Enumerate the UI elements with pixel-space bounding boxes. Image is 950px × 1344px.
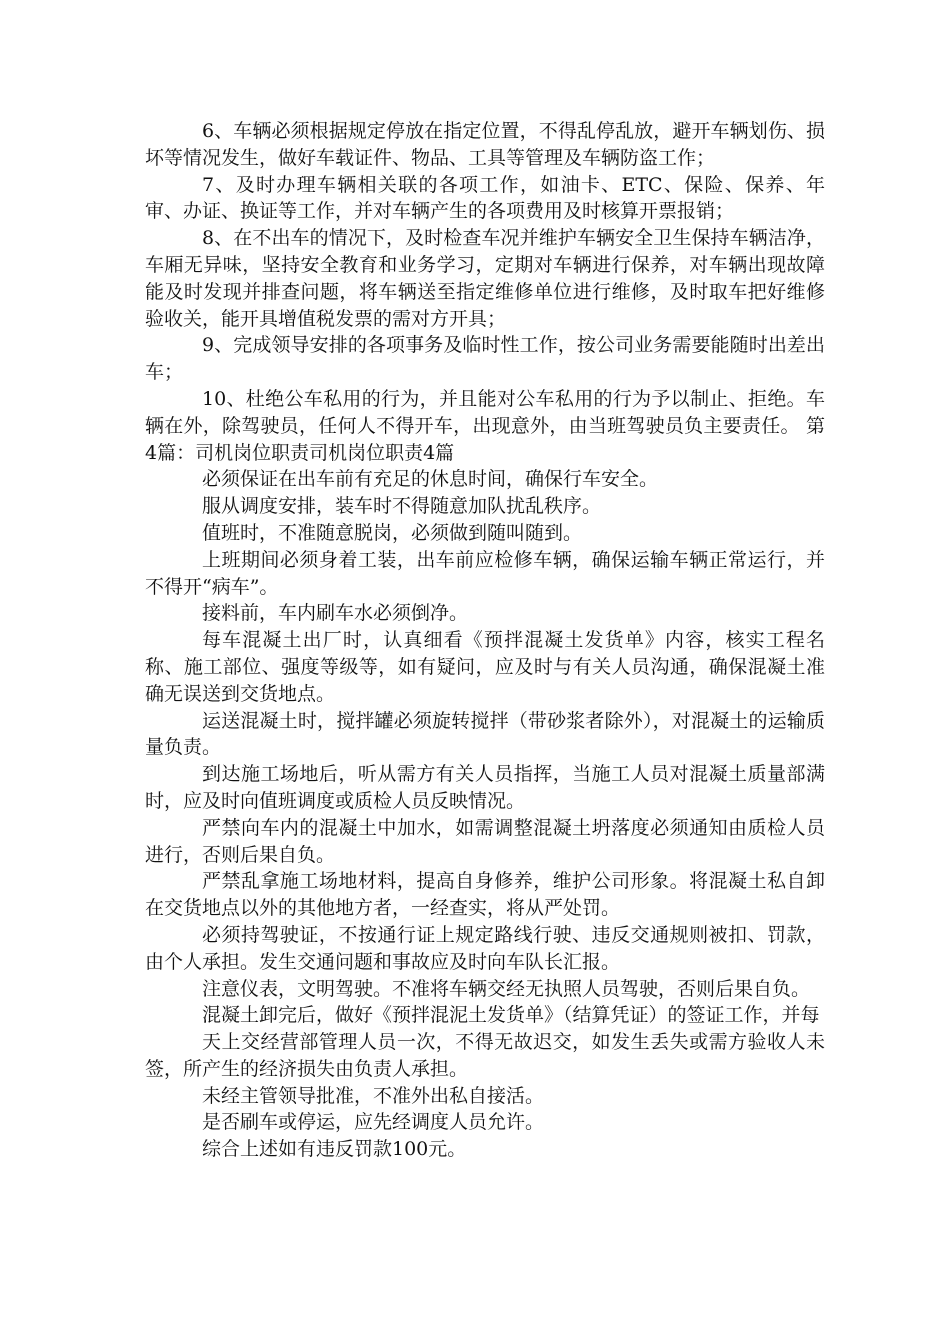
document-page [145,118,825,1163]
paragraph-on-duty: 值班时，不准随意脱岗，必须做到随叫随到。 [202,521,583,544]
paragraph-no-private-jobs: 未经主管领导批准，不准外出私自接活。 [202,1084,545,1107]
paragraph-dispatch-permission: 是否刷车或停运，应先经调度人员允许。 [202,1111,545,1134]
paragraph-6: 6、车辆必须根据规定停放在指定位置，不得乱停乱放，避开车辆划伤、损坏等情况发生，做好车载证件、物品、工具等管理及车辆防盗工作； [145,120,825,169]
paragraph-sign-off: 混凝土卸完后，做好《预拌混泥土发货单》（结算凭证）的签证工作，并每 [202,1004,820,1027]
paragraph-site-arrival: 到达施工场地后，听从需方有关人员指挥，当施工人员对混凝土质量部满时，应及时向值班调度或质检人员反映情况。 [145,763,825,812]
paragraph-civil-driving: 注意仪表，文明驾驶。不准将车辆交经无执照人员驾驶，否则后果自负。 [202,977,811,1000]
paragraph-no-water: 严禁向车内的混凝土中加水，如需调整混凝土坍落度必须通知由质检人员进行，否则后果自负。 [145,816,825,866]
paragraph-no-taking-materials: 严禁乱拿施工场地材料，提高自身修养，维护公司形象。将混凝土私自卸在交货地点以外的其他地方者，一经查实，将从严处罚。 [145,870,825,920]
paragraph-10: 10、杜绝公车私用的行为，并且能对公车私用的行为予以制止、拒绝。车辆在外，除驾驶员，任何人不得开车，出现意外，由当班驾驶员负主要责任。 第4篇：司机岗位职责司机岗位职责4篇 [145,387,825,464]
paragraph-drain-water: 接料前，车内刷车水必须倒净。 [202,602,469,625]
paragraph-rotate-drum: 运送混凝土时，搅拌罐必须旋转搅拌（带砂浆者除外），对混凝土的运输质量负责。 [145,709,825,759]
paragraph-uniform-inspection: 上班期间必须身着工装，出车前应检修车辆，确保运输车辆正常运行，并不得开“病车”。 [145,548,825,598]
paragraph-check-delivery-note: 每车混凝土出厂时，认真细看《预拌混凝土发货单》内容，核实工程名称、施工部位、强度等级等，如有疑问，应及时与有关人员沟通，确保混凝土准确无误送到交货地点。 [145,629,825,705]
paragraph-rest-before-trip: 必须保证在出车前有充足的休息时间，确保行车安全。 [202,468,659,491]
paragraph-license: 必须持驾驶证，不按通行证上规定路线行驶、违反交通规则被扣、罚款，由个人承担。发生交通问题和事故应及时向车队长汇报。 [145,923,825,973]
paragraph-daily-handover: 天上交经营部管理人员一次，不得无故迟交，如发生丢失或需方验收人未签，所产生的经济损失由负责人承担。 [145,1031,825,1080]
paragraph-8: 8、在不出车的情况下，及时检查车况并维护车辆安全卫生保持车辆洁净，车厢无异味，坚持安全教育和业务学习，定期对车辆进行保养，对车辆出现故障能及时发现并排查问题，将车辆送至指定维修单位进行维修，及时取车把好维修验收关，能开具增值税发票的需对方开具； [145,227,825,330]
paragraph-obey-dispatch: 服从调度安排，装车时不得随意加队扰乱秩序。 [202,495,602,518]
paragraph-7: 7、及时办理车辆相关联的各项工作，如油卡、ETC、保险、保养、年审、办证、换证等工作，并对车辆产生的各项费用及时核算开票报销； [145,173,825,223]
paragraph-9: 9、完成领导安排的各项事务及临时性工作，按公司业务需要能随时出差出车； [145,334,825,384]
paragraph-penalty: 综合上述如有违反罚款100元。 [202,1138,467,1161]
